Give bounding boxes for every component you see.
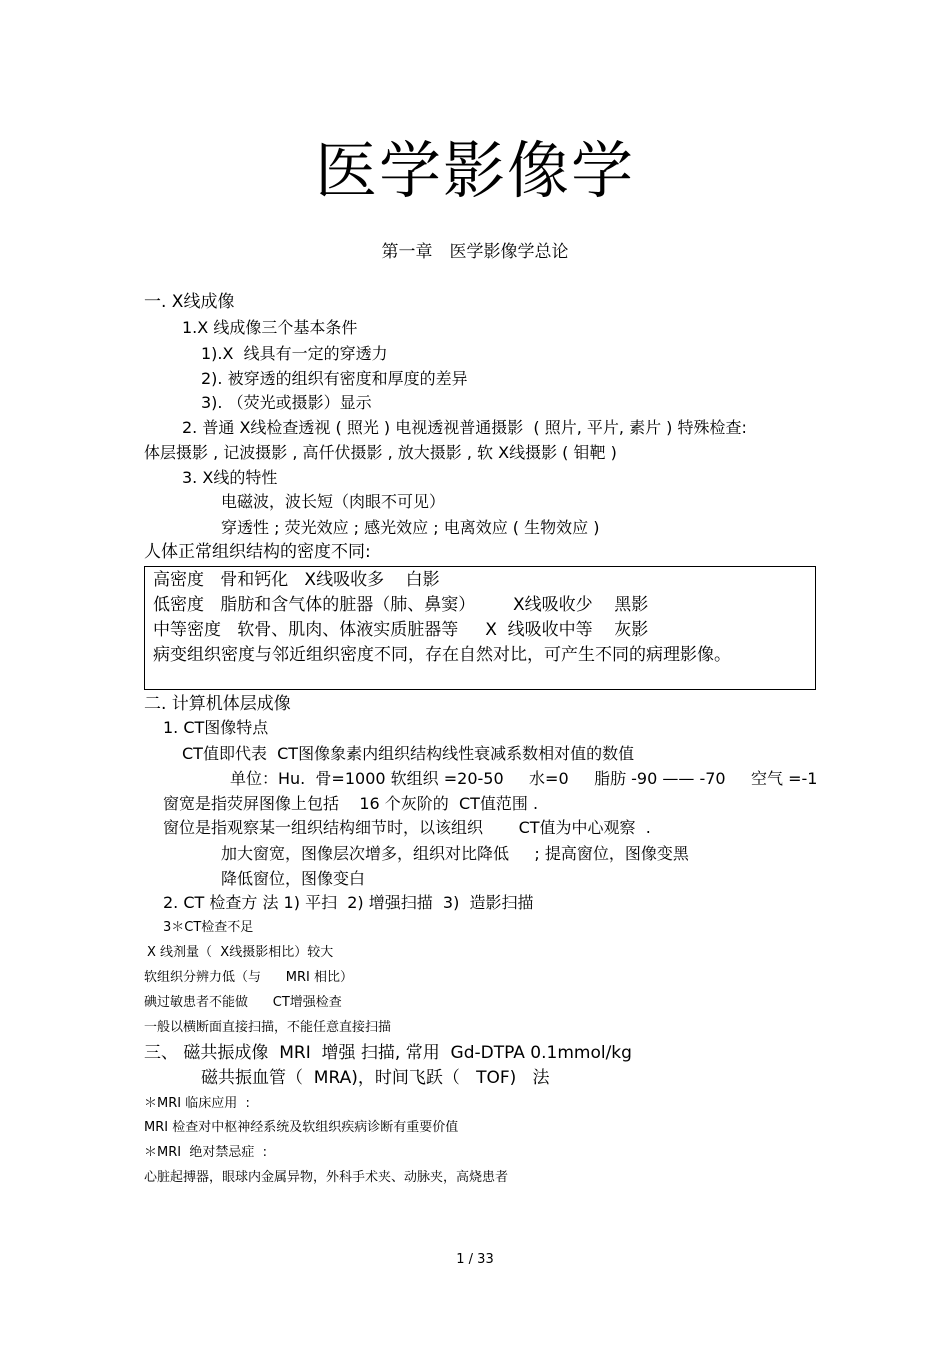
section1-item1-1: 1).X 线具有一定的穿透力 — [201, 344, 388, 363]
section2-heading: 二. 计算机体层成像 — [144, 694, 291, 714]
mri-clinical-text: MRI 检查对中枢神经系统及软组织疾病诊断有重要价值 — [144, 1120, 459, 1135]
density-table-box — [144, 566, 816, 690]
window-adjust-1: 加大窗宽，图像层次增多，组织对比降低 ; 提高窗位，图像变黑 — [221, 844, 689, 863]
section2-item2: 2. CT 检查方 法 1) 平扫 2) 增强扫描 3) 造影扫描 — [163, 893, 534, 912]
section1-item3: 3. X线的特性 — [182, 468, 278, 487]
section1-item2-line1: 2. 普通 X线检查透视 ( 照光 ) 电视透视普通摄影 ( 照片, 平片, 素片 ) 特殊检查: — [182, 418, 747, 437]
window-width-definition: 窗宽是指荧屏图像上包括 16 个灰阶的 CT值范围 . — [163, 794, 539, 813]
section3-heading: 三、 磁共振成像 MRI 增强 扫描, 常用 Gd-DTPA 0.1mmol/kg — [144, 1043, 632, 1063]
section1-item3-1: 电磁波，波长短（肉眼不可见） — [221, 492, 446, 511]
section1-item1: 1.X 线成像三个基本条件 — [182, 318, 358, 337]
section1-item2-line2: 体层摄影 , 记波摄影 , 高仟伏摄影 , 放大摄影 , 软 X线摄影 ( 钼靶 ) — [144, 443, 617, 462]
ct-unit-values: 单位：Hu. 骨=1000 软组织 =20-50 水=0 脂肪 -90 —— -70 空气 =-1 — [230, 769, 818, 788]
page-number: 1 / 33 — [456, 1252, 494, 1267]
section1-item1-2: 2). 被穿透的组织有密度和厚度的差异 — [201, 369, 468, 388]
section1-heading: 一. X线成像 — [144, 292, 235, 312]
section1-item1-3: 3). （荧光或摄影）显示 — [201, 393, 372, 412]
mra-line: 磁共振血管（ MRA)，时间飞跃（ TOF) 法 — [201, 1068, 550, 1088]
density-row-medium: 中等密度 软骨、肌肉、体液实质脏器等 X 线吸收中等 灰影 — [153, 620, 649, 640]
ct-drawback-2: 软组织分辨力低（与 MRI 相比） — [144, 970, 354, 985]
document-title: 医学影像学 — [314, 134, 635, 207]
ct-value-definition: CT值即代表 CT图像象素内组织结构线性衰减系数相对值的数值 — [182, 744, 635, 763]
ct-drawback-3: 碘过敏患者不能做 CT增强检查 — [144, 995, 342, 1010]
section2-item1: 1. CT图像特点 — [163, 718, 269, 737]
window-adjust-2: 降低窗位，图像变白 — [221, 869, 366, 888]
mri-contraindication-label: ＊MRI 绝对禁忌症 : — [144, 1145, 267, 1160]
ct-drawback-4: 一般以横断面直接扫描，不能任意直接扫描 — [144, 1020, 392, 1035]
chapter-heading: 第一章 医学影像学总论 — [381, 242, 569, 262]
ct-drawback-1: X 线剂量（ X线摄影相比）较大 — [147, 945, 334, 960]
mri-clinical-label: ＊MRI 临床应用 : — [144, 1096, 250, 1111]
section2-item3: 3＊CT检查不足 — [163, 920, 254, 935]
window-level-definition: 窗位是指观察某一组织结构细节时，以该组织 CT值为中心观察 . — [163, 818, 651, 837]
mri-contraindication-text: 心脏起搏器，眼球内金属异物，外科手术夹、动脉夹，高烧患者 — [144, 1170, 509, 1185]
density-row-low: 低密度 脂肪和含气体的脏器（肺、鼻窦） X线吸收少 黑影 — [153, 595, 649, 615]
section1-item3-2: 穿透性 ; 荧光效应 ; 感光效应 ; 电离效应 ( 生物效应 ) — [221, 518, 600, 537]
density-row-high: 高密度 骨和钙化 X线吸收多 白影 — [153, 570, 440, 590]
density-intro: 人体正常组织结构的密度不同: — [144, 542, 371, 562]
density-row-lesion: 病变组织密度与邻近组织密度不同，存在自然对比，可产生不同的病理影像。 — [153, 645, 731, 665]
